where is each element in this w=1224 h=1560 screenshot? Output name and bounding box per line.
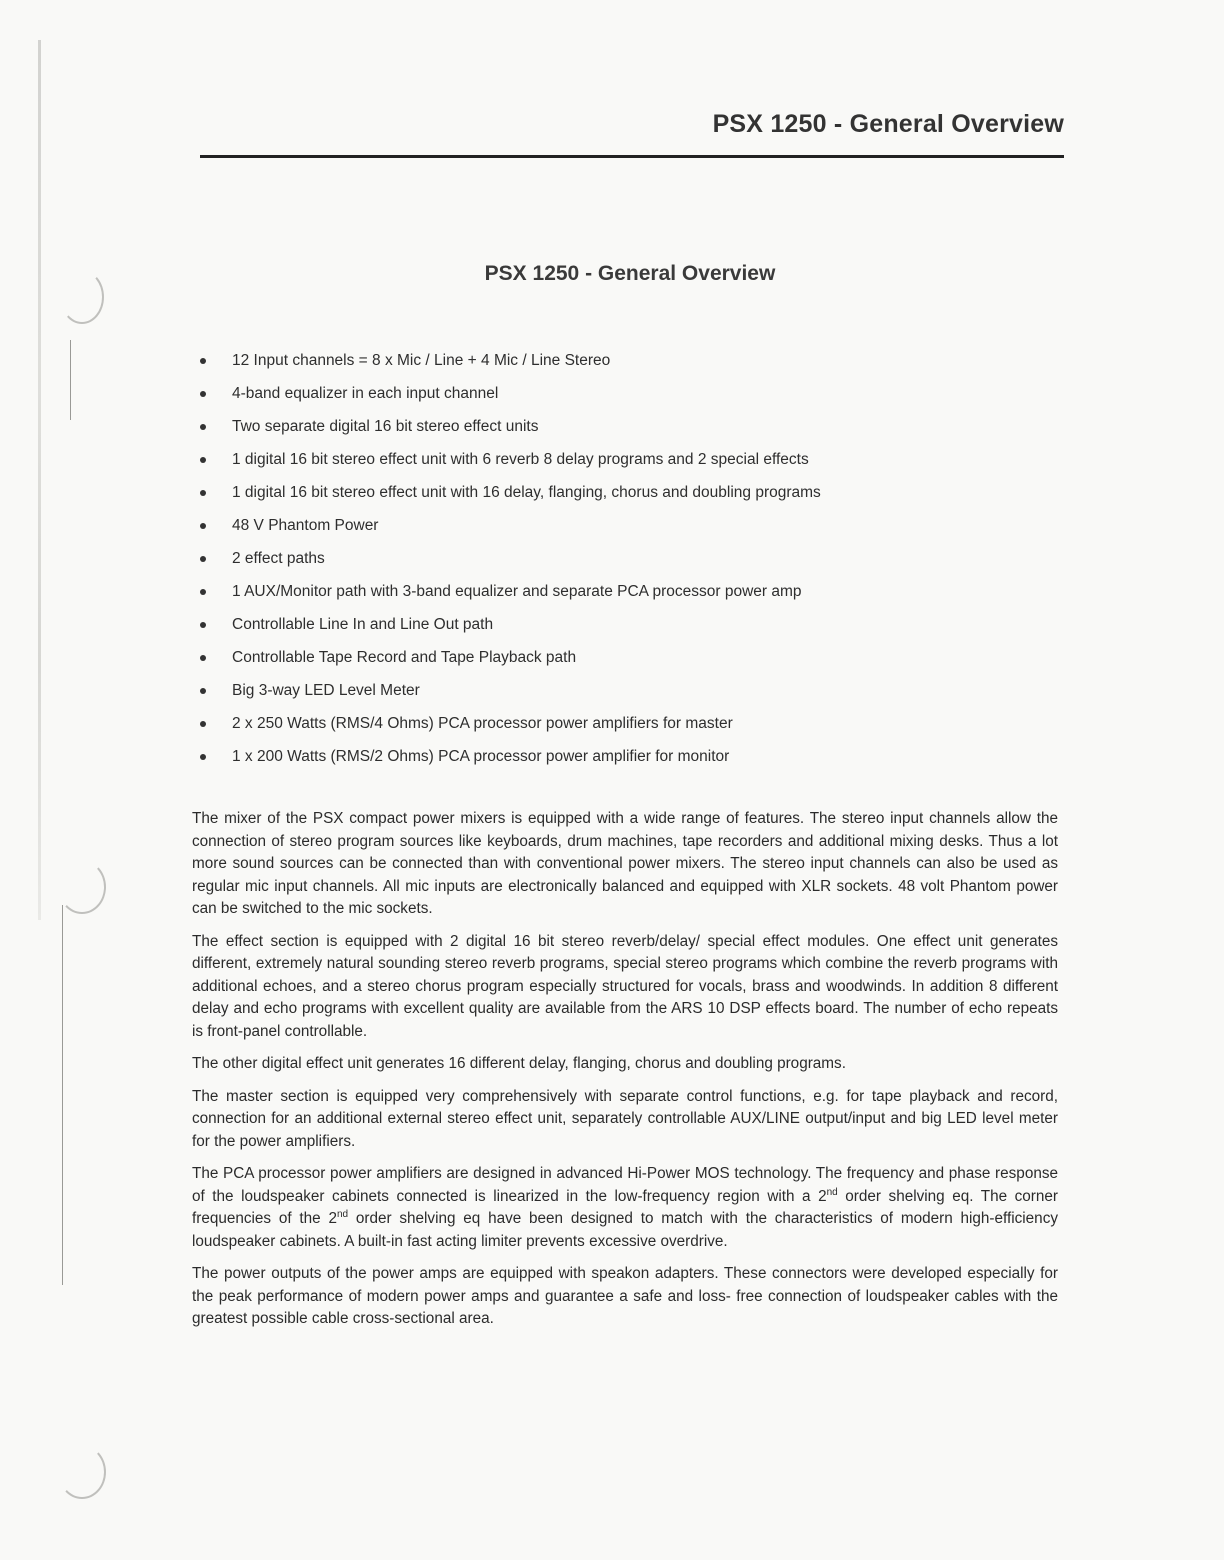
list-item [198,381,1078,414]
list-item [198,579,1078,612]
feature-text: Big 3-way LED Level Meter [232,682,420,699]
feature-text: 2 effect paths [232,550,325,567]
feature-text: 2 x 250 Watts (RMS/4 Ohms) PCA processor power amplifiers for master [232,715,733,732]
bullet-icon [200,556,206,562]
feature-text: Controllable Tape Record and Tape Playback path [232,649,577,666]
binder-hole-mark [58,860,106,914]
bullet-icon [200,457,206,463]
bullet-icon [200,754,206,760]
list-item [198,414,1078,447]
paragraph-mixer: The mixer of the PSX compact power mixers is equipped with a wide range of features. The stereo input channels allow the connection of stereo program sources like keyboards, drum machines, tape recorders and additional mixing desks. Thus a lot more sound sources can be connected than with conventional power mixers. The stereo input channels can also be used as regular mic input channels. All mic inputs are electronically balanced and equipped with XLR sockets. 48 volt Phantom power can be switched to the mic sockets. [192,810,1058,917]
section-title: PSX 1250 - General Overview [484,262,776,285]
scan-line-artifact [70,340,71,420]
bullet-icon [200,424,206,430]
list-item [198,447,1078,480]
list-item [198,645,1078,678]
scan-line-artifact [62,905,63,1285]
bullet-icon [200,622,206,628]
page-header-title: PSX 1250 - General Overview [712,110,1064,138]
superscript: nd [336,1208,349,1220]
list-item [198,744,1078,777]
bullet-icon [200,589,206,595]
list-item [198,513,1078,546]
paragraph-text: order shelving eq. The corner frequencies of the 2 [192,1187,1058,1227]
feature-list [198,348,1078,777]
paragraph-other-effect-unit: The other digital effect unit generates 16 different delay, flanging, chorus and doubling programs. [192,1055,846,1072]
bullet-icon [200,721,206,727]
bullet-icon [200,358,206,364]
list-item [198,678,1078,711]
paragraph-effect-section: The effect section is equipped with 2 digital 16 bit stereo reverb/delay/ special effect modules. One effect unit generates different, extremely natural sounding stereo reverb programs, special stereo programs which combine the reverb programs with additional echoes, and a stereo chorus program especially structured for vocals, brass and woodwinds. In addition 8 different delay and echo programs with excellent quality are available from the ARS 10 DSP effects board. The number of echo repeats is front-panel controllable. [192,932,1058,1040]
bullet-icon [200,688,206,694]
bullet-icon [200,391,206,397]
feature-text: 4-band equalizer in each input channel [232,385,499,402]
feature-text: 48 V Phantom Power [232,517,379,534]
binder-hole-mark [58,1445,106,1499]
paragraph-master-section: The master section is equipped very comprehensively with separate control functions, e.g. for tape playback and record, connection for an additional external stereo effect unit, separately controllable AUX/LINE output/input and big LED level meter for the power amplifiers. [192,1087,1058,1150]
superscript: nd [826,1186,838,1198]
feature-text: 1 x 200 Watts (RMS/2 Ohms) PCA processor power amplifier for monitor [232,748,730,765]
header-divider [200,155,1064,158]
bullet-icon [200,523,206,529]
paragraph-text: The PCA processor power amplifiers are designed in advanced Hi-Power MOS technology. The frequency and phase response of the loudspeaker cabinets connected is linearized in the low-frequency region with a 2 [192,1165,1058,1205]
feature-text: 12 Input channels = 8 x Mic / Line + 4 Mic / Line Stereo [232,352,611,369]
feature-text: 1 AUX/Monitor path with 3-band equalizer and separate PCA processor power amp [232,583,802,600]
feature-text: Controllable Line In and Line Out path [232,616,494,633]
list-item [198,546,1078,579]
list-item [198,348,1078,381]
paragraph-pca-amplifiers [192,1163,1058,1253]
bullet-icon [200,490,206,496]
list-item [198,480,1078,513]
body-text [192,808,1058,1341]
list-item [198,711,1078,744]
feature-text: Two separate digital 16 bit stereo effect units [232,418,539,435]
feature-text: 1 digital 16 bit stereo effect unit with 16 delay, flanging, chorus and doubling programs [232,484,821,501]
paragraph-text: order shelving eq have been designed to match with the characteristics of modern high-efficiency loudspeaker cabinets. A built-in fast acting limiter prevents excessive overdrive. [192,1210,1058,1250]
feature-text: 1 digital 16 bit stereo effect unit with 6 reverb 8 delay programs and 2 special effects [232,451,809,468]
paragraph-power-outputs: The power outputs of the power amps are equipped with speakon adapters. These connectors were developed especially for the peak performance of modern power amps and guarantee a safe and loss- free connection of loudspeaker cables with the greatest possible cable cross-sectional area. [192,1265,1058,1327]
list-item [198,612,1078,645]
bullet-icon [200,655,206,661]
scan-edge-artifact [38,40,41,920]
